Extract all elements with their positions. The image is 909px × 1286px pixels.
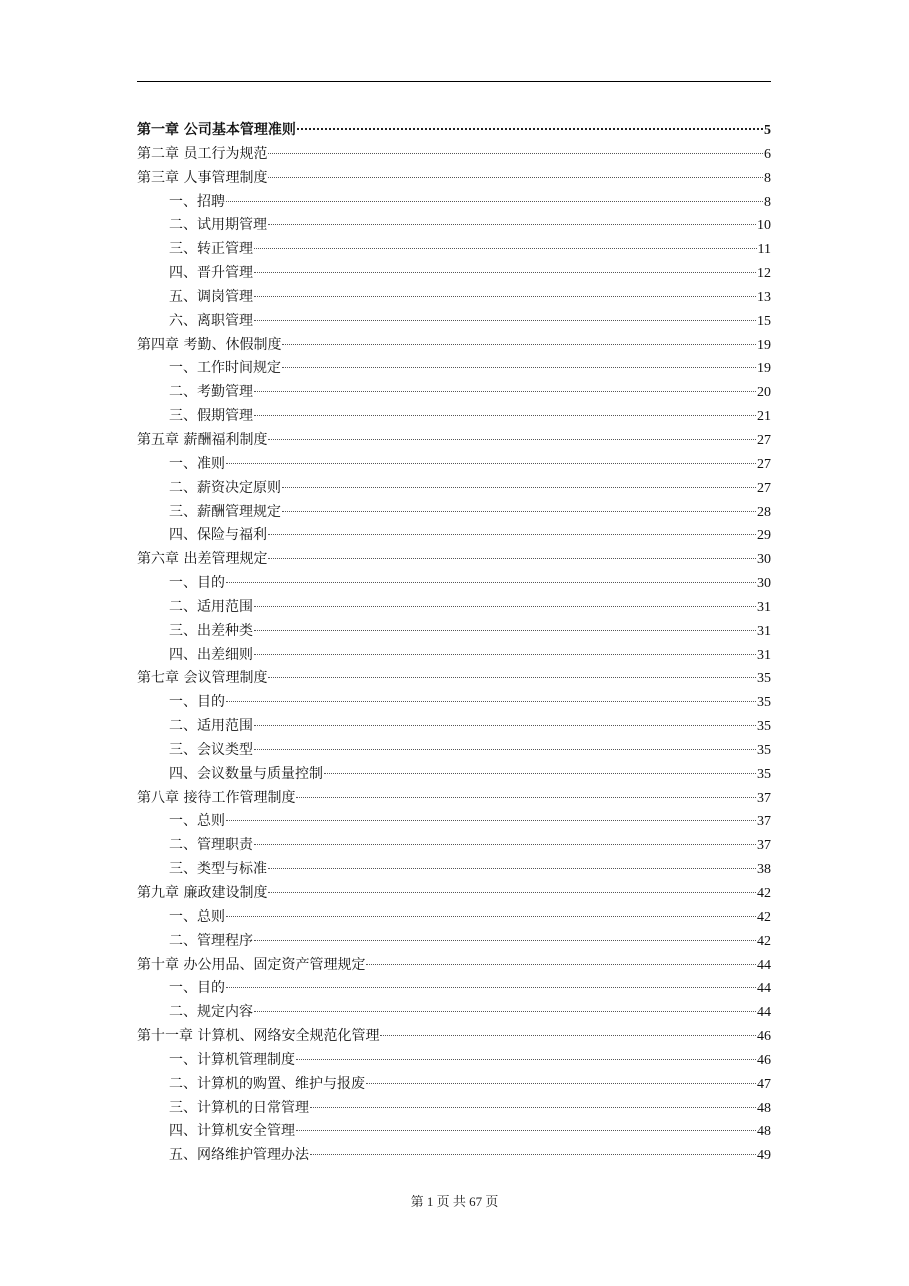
toc-page-number: 30 [757,552,771,568]
toc-chapter-entry[interactable] [137,143,771,167]
toc-page-number: 42 [757,909,771,925]
toc-page-number: 37 [757,790,771,806]
toc-section-entry[interactable] [137,572,771,596]
toc-section-entry[interactable] [137,1001,771,1025]
toc-dot-leader [226,987,756,988]
toc-page-number: 8 [764,194,771,210]
toc-dot-leader [296,797,756,798]
toc-section-entry[interactable] [137,477,771,501]
toc-entry-label: 二、管理职责 [169,837,253,854]
toc-entry-label: 第二章 员工行为规范 [137,145,268,162]
toc-section-entry[interactable] [137,1073,771,1097]
toc-dot-leader [226,463,756,464]
toc-dot-leader [254,272,756,273]
toc-page-number: 19 [757,337,771,353]
toc-section-entry[interactable] [137,691,771,715]
toc-page-number: 28 [757,504,771,520]
toc-dot-leader [254,654,756,655]
toc-page-number: 35 [757,766,771,782]
toc-dot-leader [226,201,763,202]
toc-section-entry[interactable] [137,1144,771,1168]
toc-dot-leader [268,534,756,535]
toc-page-number: 44 [757,1005,771,1021]
toc-page-number: 47 [757,1076,771,1092]
toc-page-number: 37 [757,838,771,854]
toc-dot-leader [380,1035,756,1036]
toc-entry-label: 四、保险与福利 [169,527,267,544]
toc-chapter-entry[interactable] [137,882,771,906]
toc-page-number: 13 [757,289,771,305]
toc-entry-label: 第十章 办公用品、固定资产管理规定 [137,956,366,973]
toc-page-number: 48 [757,1100,771,1116]
toc-section-entry[interactable] [137,596,771,620]
toc-section-entry[interactable] [137,286,771,310]
toc-section-entry[interactable] [137,834,771,858]
toc-page-number: 19 [757,361,771,377]
toc-section-entry[interactable] [137,405,771,429]
toc-chapter-entry[interactable] [137,119,771,143]
toc-dot-leader [282,511,756,512]
toc-entry-label: 第四章 考勤、休假制度 [137,336,282,353]
toc-chapter-entry[interactable] [137,1025,771,1049]
toc-dot-leader [268,153,763,154]
toc-page-number: 11 [757,242,771,258]
toc-entry-label: 一、准则 [169,455,225,472]
toc-entry-label: 一、总则 [169,908,225,925]
toc-dot-leader [254,320,756,321]
toc-dot-leader [254,749,756,750]
toc-page-number: 27 [757,456,771,472]
toc-entry-label: 第七章 会议管理制度 [137,670,268,687]
toc-entry-label: 一、工作时间规定 [169,360,281,377]
toc-dot-leader [296,1059,756,1060]
toc-entry-label: 三、计算机的日常管理 [169,1099,309,1116]
toc-dot-leader [296,1130,756,1131]
toc-page-number: 31 [757,647,771,663]
toc-chapter-entry[interactable] [137,548,771,572]
toc-page-number: 46 [757,1029,771,1045]
toc-page-number: 15 [757,313,771,329]
toc-page-number: 10 [757,218,771,234]
toc-entry-label: 四、晋升管理 [169,265,253,282]
toc-section-entry[interactable] [137,1049,771,1073]
toc-entry-label: 一、目的 [169,980,225,997]
toc-page-number: 21 [757,409,771,425]
toc-page-number: 42 [757,933,771,949]
toc-entry-label: 三、转正管理 [169,241,253,258]
toc-page-number: 44 [757,957,771,973]
toc-entry-label: 二、适用范围 [169,718,253,735]
toc-dot-leader [268,892,756,893]
toc-dot-leader [254,630,756,631]
toc-entry-label: 第六章 出差管理规定 [137,551,268,568]
toc-entry-label: 三、会议类型 [169,741,253,758]
toc-section-entry[interactable] [137,977,771,1001]
toc-entry-label: 第一章 公司基本管理准则 [137,122,296,138]
toc-page-number: 38 [757,862,771,878]
toc-section-entry[interactable] [137,191,771,215]
toc-dot-leader [366,964,756,965]
toc-entry-label: 第三章 人事管理制度 [137,169,268,186]
toc-page-number: 35 [757,719,771,735]
toc-page-number: 8 [764,170,771,186]
toc-section-entry[interactable] [137,524,771,548]
toc-section-entry[interactable] [137,858,771,882]
toc-page-number: 44 [757,981,771,997]
toc-dot-leader [324,773,756,774]
toc-chapter-entry[interactable] [137,667,771,691]
toc-dot-leader [268,177,763,178]
toc-dot-leader [268,224,756,225]
toc-dot-leader [268,868,756,869]
toc-dot-leader [282,487,756,488]
toc-chapter-entry[interactable] [137,787,771,811]
toc-entry-label: 四、会议数量与质量控制 [169,765,323,782]
toc-entry-label: 二、薪资决定原则 [169,479,281,496]
toc-page-number: 31 [757,599,771,615]
toc-entry-label: 一、招聘 [169,193,225,210]
toc-chapter-entry[interactable] [137,954,771,978]
toc-section-entry[interactable] [137,620,771,644]
toc-section-entry[interactable] [137,1097,771,1121]
toc-entry-label: 三、出差种类 [169,622,253,639]
toc-page-number: 31 [757,623,771,639]
toc-entry-label: 六、离职管理 [169,312,253,329]
toc-dot-leader [254,248,757,249]
toc-page-number: 30 [757,576,771,592]
toc-entry-label: 五、网络维护管理办法 [169,1147,309,1164]
toc-dot-leader [254,606,756,607]
toc-page-number: 20 [757,385,771,401]
toc-page-number: 37 [757,814,771,830]
toc-page-number: 35 [757,671,771,687]
toc-page-number: 35 [757,742,771,758]
toc-section-entry[interactable] [137,310,771,334]
toc-dot-leader [254,391,756,392]
toc-dot-leader [254,296,756,297]
toc-dot-leader [282,367,756,368]
toc-dot-leader [226,701,756,702]
toc-dot-leader [310,1107,756,1108]
toc-section-entry[interactable] [137,501,771,525]
toc-section-entry[interactable] [137,763,771,787]
toc-section-entry[interactable] [137,906,771,930]
toc-section-entry[interactable] [137,715,771,739]
toc-section-entry[interactable] [137,214,771,238]
toc-entry-label: 三、薪酬管理规定 [169,503,281,520]
toc-page-number: 6 [764,146,771,162]
toc-page-number: 42 [757,886,771,901]
toc-dot-leader [254,415,756,416]
toc-section-entry[interactable] [137,644,771,668]
toc-section-entry[interactable] [137,1120,771,1144]
toc-page-number: 48 [757,1124,771,1140]
toc-chapter-entry[interactable] [137,334,771,358]
toc-entry-label: 二、适用范围 [169,598,253,615]
toc-entry-label: 五、调岗管理 [169,288,253,305]
toc-entry-label: 第十一章 计算机、网络安全规范化管理 [137,1028,380,1045]
toc-entry-label: 三、类型与标准 [169,861,267,878]
toc-entry-label: 第八章 接待工作管理制度 [137,789,296,806]
toc-dot-leader [268,439,756,440]
toc-page-number: 49 [757,1148,771,1164]
toc-entry-label: 第五章 薪酬福利制度 [137,431,268,448]
toc-entry-label: 一、总则 [169,813,225,830]
toc-dot-leader [254,1011,756,1012]
toc-entry-label: 一、目的 [169,575,225,592]
toc-dot-leader [297,128,763,130]
toc-dot-leader [226,582,756,583]
toc-chapter-entry[interactable] [137,429,771,453]
toc-page-number: 35 [757,695,771,711]
toc-section-entry[interactable] [137,739,771,763]
toc-dot-leader [226,916,756,917]
toc-page-number: 27 [757,432,771,448]
toc-page-number: 5 [764,123,771,138]
toc-entry-label: 第九章 廉政建设制度 [137,885,268,901]
toc-dot-leader [254,940,756,941]
toc-section-entry[interactable] [137,453,771,477]
toc-entry-label: 二、规定内容 [169,1004,253,1021]
toc-dot-leader [366,1083,756,1084]
toc-dot-leader [268,677,756,678]
table-of-contents [137,119,771,1168]
toc-dot-leader [268,558,756,559]
toc-page-number: 12 [757,266,771,282]
toc-section-entry[interactable] [137,810,771,834]
toc-dot-leader [226,820,756,821]
toc-dot-leader [254,844,756,845]
toc-entry-label: 四、计算机安全管理 [169,1123,295,1140]
toc-dot-leader [254,725,756,726]
toc-chapter-entry[interactable] [137,167,771,191]
toc-section-entry[interactable] [137,930,771,954]
toc-section-entry[interactable] [137,381,771,405]
toc-section-entry[interactable] [137,262,771,286]
toc-entry-label: 二、管理程序 [169,932,253,949]
toc-section-entry[interactable] [137,238,771,262]
toc-dot-leader [282,344,756,345]
toc-entry-label: 二、计算机的购置、维护与报废 [169,1075,365,1092]
toc-entry-label: 一、目的 [169,694,225,711]
toc-entry-label: 四、出差细则 [169,646,253,663]
toc-section-entry[interactable] [137,357,771,381]
toc-page-number: 46 [757,1052,771,1068]
toc-entry-label: 三、假期管理 [169,408,253,425]
toc-entry-label: 一、计算机管理制度 [169,1051,295,1068]
toc-page-number: 27 [757,480,771,496]
toc-entry-label: 二、试用期管理 [169,217,267,234]
toc-entry-label: 二、考勤管理 [169,384,253,401]
toc-page-number: 29 [757,528,771,544]
header-rule [137,81,771,82]
page-footer: 第 1 页 共 67 页 [410,1194,499,1209]
toc-dot-leader [310,1154,756,1155]
